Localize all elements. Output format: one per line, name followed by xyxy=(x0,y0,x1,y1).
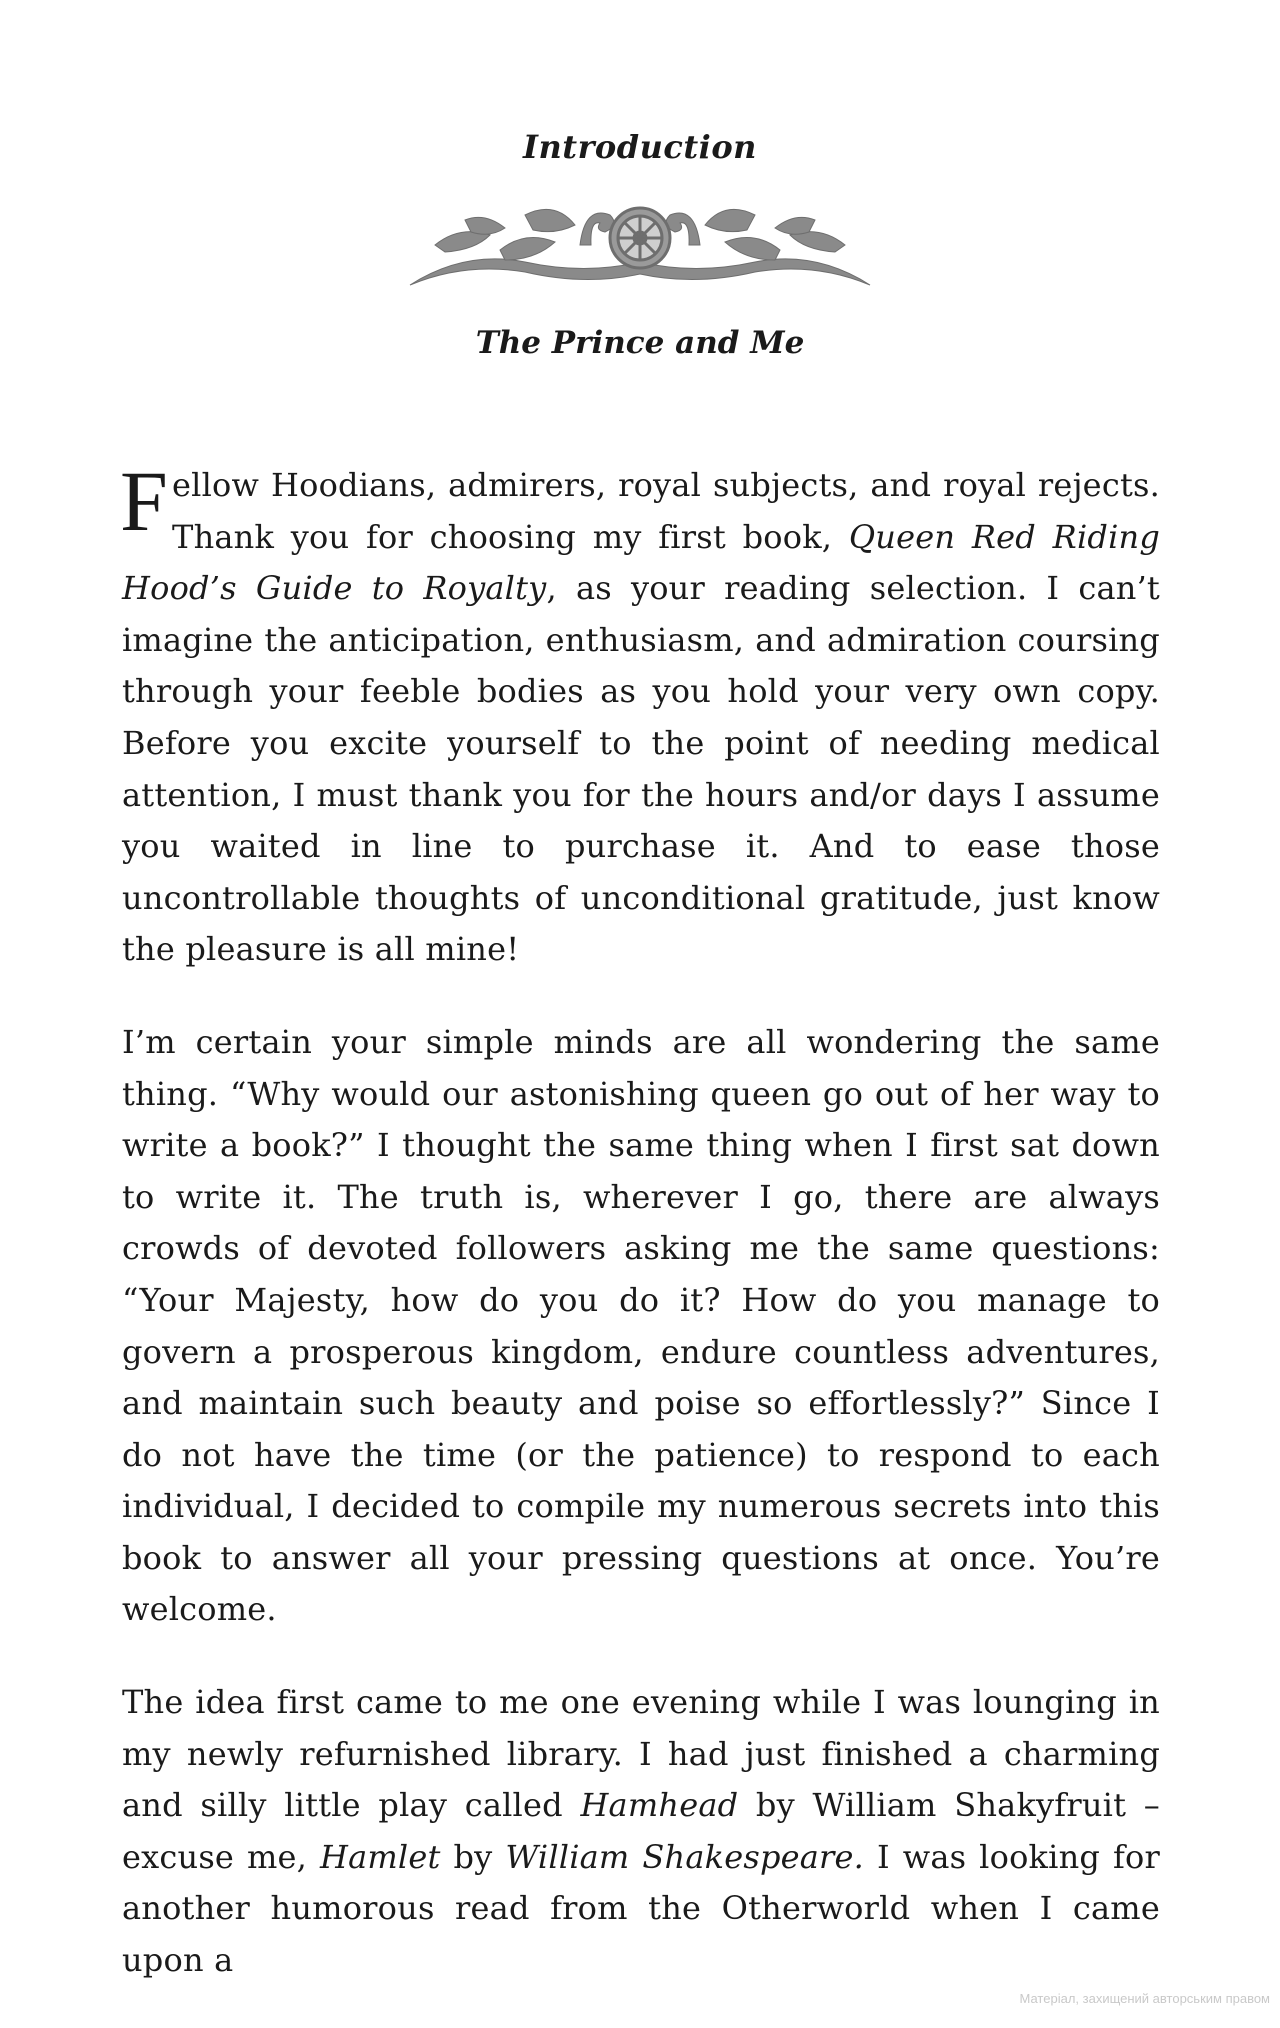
paragraph-1-text-a: ellow Hoodians, admirers, royal subjects, and royal rejects. Thank you for choosing my first book, xyxy=(172,466,1160,556)
play-title-hamhead: Hamhead xyxy=(580,1786,739,1825)
author-name: William Shakespeare. xyxy=(505,1837,865,1876)
paragraph-3-text-a: The idea first came to me one evening while I was lounging in my newly refurnished library. I had just finished a charming and silly little play called xyxy=(122,1683,1160,1825)
book-title: Queen Red Riding Hood’s Guide to Royalty xyxy=(122,517,1161,608)
drop-cap: F xyxy=(120,453,169,549)
paragraph-3-text-c: by xyxy=(440,1837,506,1876)
paragraph-2: I’m certain your simple minds are all wondering the same thing. “Why would our astonishing queen go out of her way to write a book?” I thought the same thing when I first sat down to write it. The truth is, wherever I go, there are always crowds of devoted followers asking me the same questions: “Your Majesty, how do you do it? How do you manage to govern a prosperous kingdom, endure countless adventures, and maintain such beauty and poise so effortlessly?” Since I do not have the time (or the patience) to respond to each individual, I decided to compile my numerous secrets into this book to answer all your pressing questions at once. You’re welcome. xyxy=(122,1022,1160,1629)
chapter-title: The Prince and Me xyxy=(475,325,805,361)
paragraph-3 xyxy=(122,1677,1160,1987)
paragraph-3-text-b: by William Shakyfruit – excuse me, xyxy=(122,1786,1160,1876)
play-title-hamlet: Hamlet xyxy=(319,1837,441,1876)
paragraph-1-text-b: , as your reading selection. I can’t imagine the anticipation, enthusiasm, and admiration coursing through your feeble bodies as you hold your very own copy. Before you excite yourself to the point of needing medical attention, I must thank you for the hours and/or days I assume you waited in line to purchase it. And to ease those uncontrollable thoughts of unconditional gratitude, just know the pleasure is all mine! xyxy=(122,569,1160,969)
body-text xyxy=(120,453,1161,2028)
paragraph-1 xyxy=(120,453,1161,976)
section-label: Introduction xyxy=(523,128,757,166)
decorative-ornament-icon xyxy=(405,190,875,290)
paragraph-3-text-d: I was looking for another humorous read from the Otherworld when I came upon a xyxy=(122,1837,1160,1980)
copyright-watermark: Матеріал, захищений авторським правом xyxy=(1019,1991,1270,2006)
